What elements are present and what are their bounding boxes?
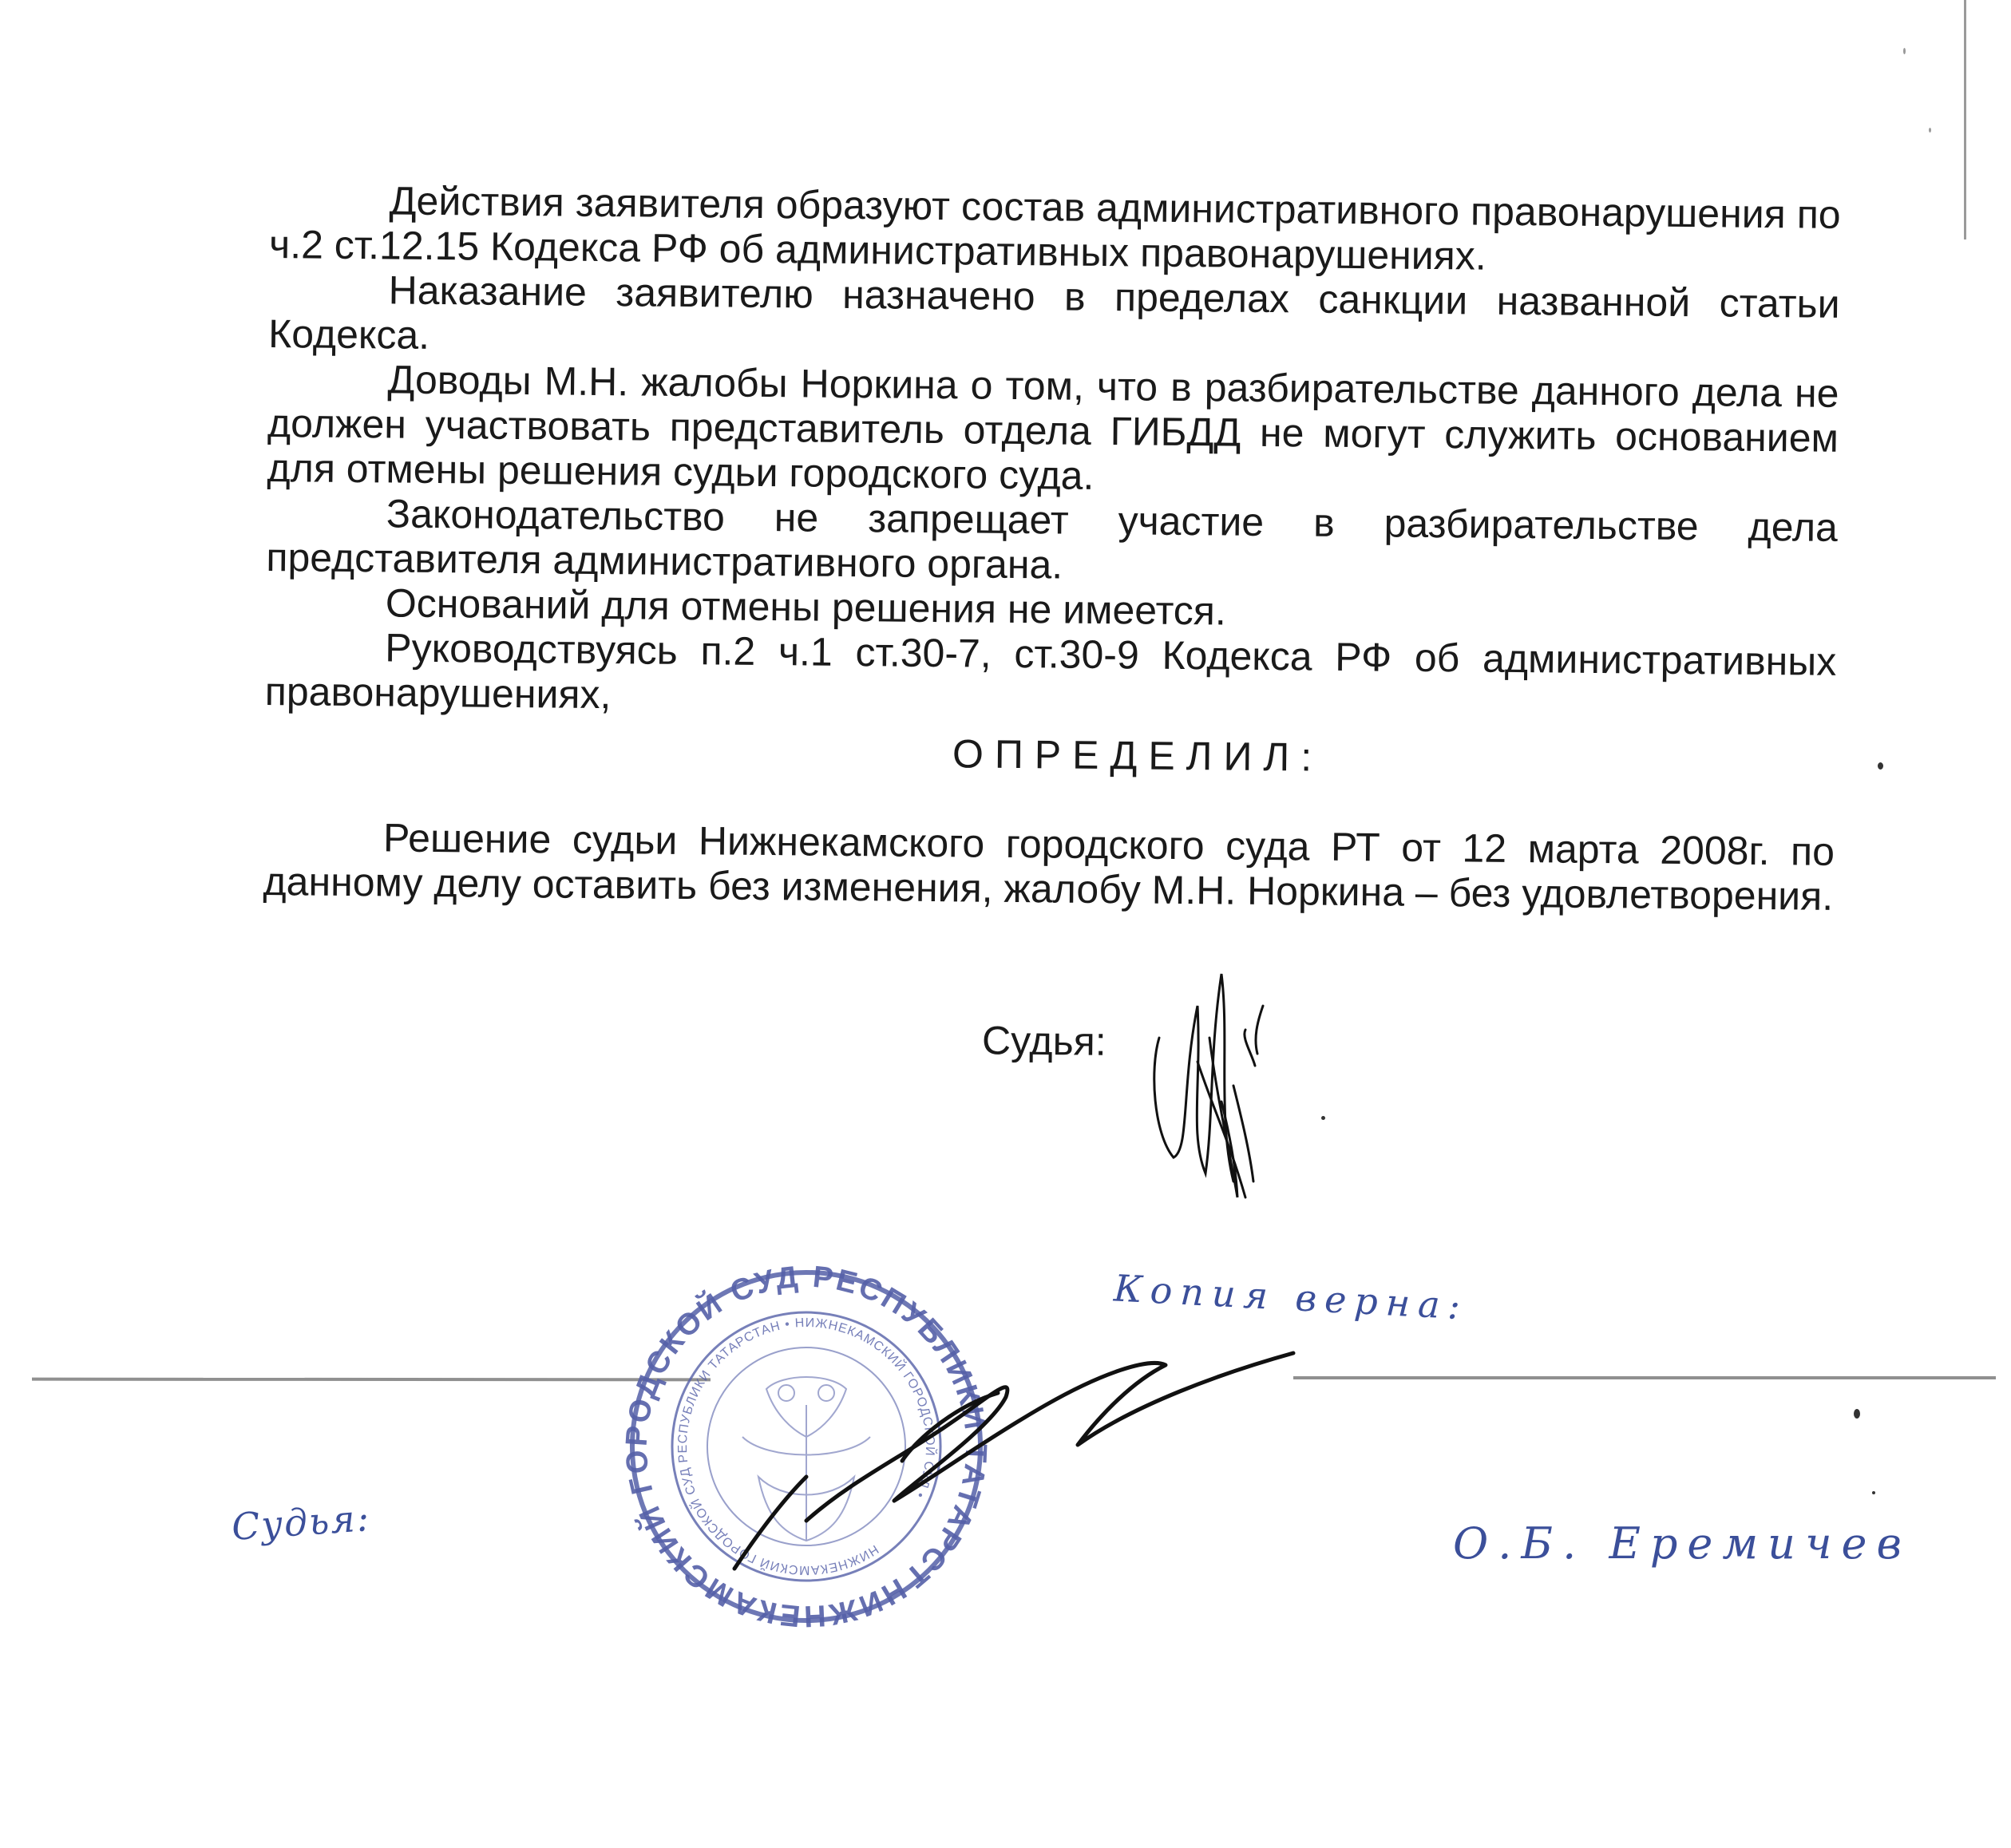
scan-speck [1872, 1491, 1875, 1494]
scan-speck [1929, 128, 1931, 133]
scan-speck [1878, 762, 1883, 770]
paragraph-offense: Действия заявителя образуют состав административного правонарушения по ч.2 ст.12.15 Кодекса РФ об административных правонарушениях. [268, 178, 1841, 279]
paragraph-no-grounds: Оснований для отмены решения не имеется. [385, 580, 1227, 634]
paragraph-guided-by: Руководствуясь п.2 ч.1 ст.30-7, ст.30-9 Кодекса РФ об административных правонарушениях, [264, 625, 1837, 718]
paragraph-arguments: Доводы М.Н. жалобы Норкина о том, что в разбирательстве данного дела не должен участвовать представитель отдела ГИБДД не могут служить основанием для отмены решения судьи городского суда. [267, 357, 1839, 498]
copy-certified-note: Копия верна: [1112, 1266, 1470, 1328]
paragraph-penalty: Наказание заявителю назначено в пределах санкции названной статьи Кодекса. [267, 267, 1840, 358]
seal-inner-text: НИЖНЕКАМСКИЙ ГОРОДСКОЙ СУД РЕСПУБЛИКИ ТАТАРСТАН • НИЖНЕКАМСКИЙ ГОРОДСКОЙ СУД • [675, 1316, 937, 1577]
handwritten-judge-label: Судья: [230, 1495, 372, 1549]
judge-name: О.Б. Еремичев [1453, 1518, 1911, 1569]
judge-label: Судья: [981, 1018, 1106, 1064]
scan-speck [1321, 1116, 1325, 1120]
seal-outer-text: НИЖНЕКАМСКИЙ ГОРОДСКОЙ СУД РЕСПУБЛИКИ ТАТАРСТАН [620, 1260, 993, 1633]
scan-speck [1854, 1409, 1860, 1419]
scan-speck [1903, 48, 1906, 54]
ruling-heading: ОПРЕДЕЛИЛ: [952, 731, 1324, 780]
paragraph-legislation: Законодательство не запрещает участие в разбирательстве дела представителя административного органа. [266, 491, 1839, 588]
paragraph-decision: Решение судьи Нижнекамского городского суда РТ от 12 марта 2008г. по данному делу оставить без изменения, жалобу М.Н. Норкина – без удовлетворения. [263, 815, 1835, 919]
